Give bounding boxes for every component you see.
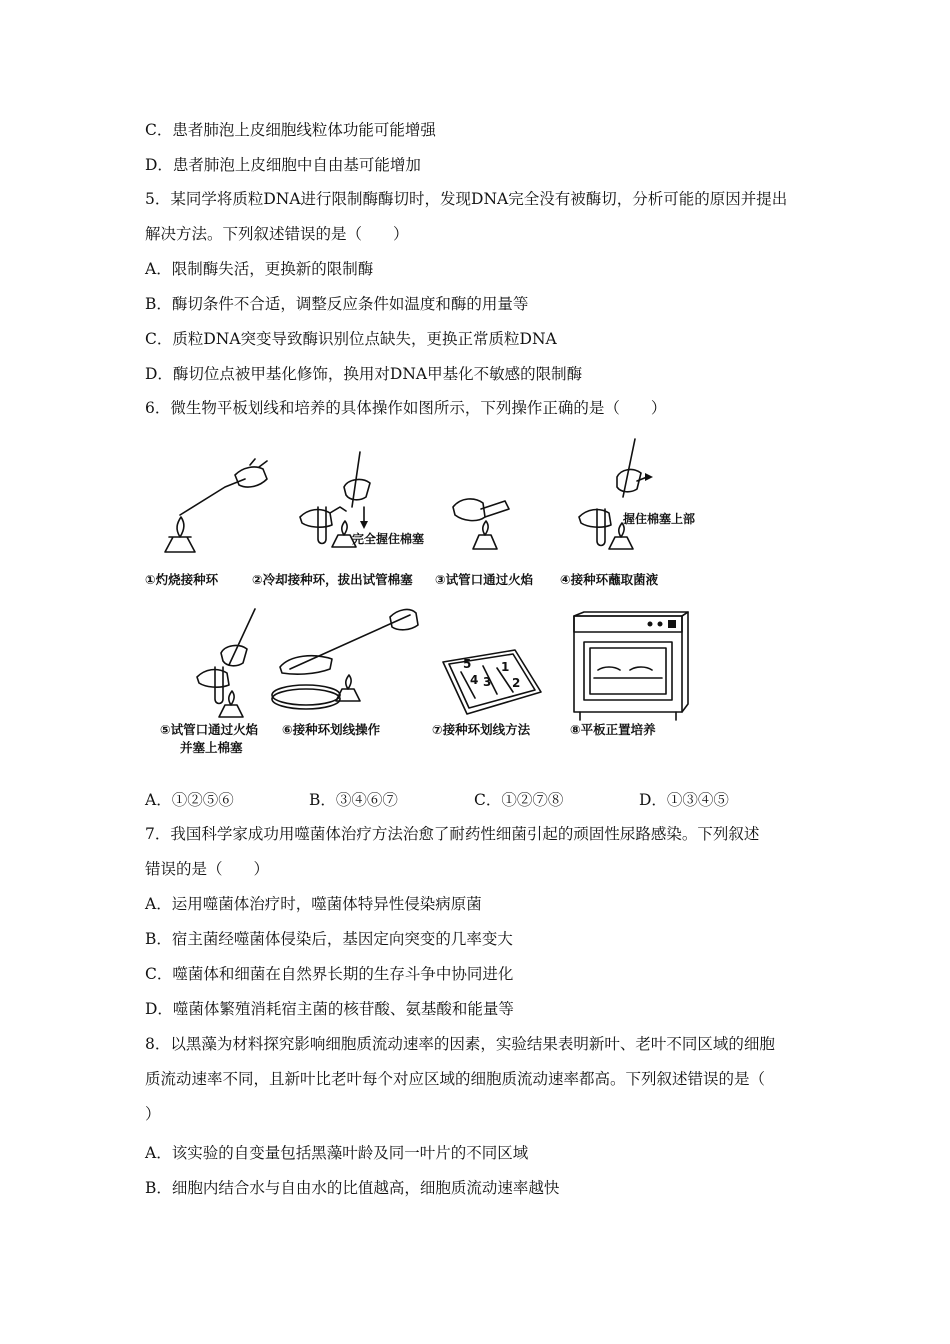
streaking-operation-illustration — [270, 607, 420, 722]
dish-number-3: 3 — [483, 675, 492, 689]
q7-option-c: C．噬菌体和细菌在自然界长期的生存斗争中协同进化 — [145, 965, 514, 983]
flaming-tube-mouth-illustration — [445, 487, 525, 557]
caption-step-4: ④接种环蘸取菌液 — [560, 572, 659, 587]
dipping-loop-illustration — [575, 437, 655, 552]
q6-option-a: A．①②⑤⑥ — [145, 791, 234, 809]
dish-number-2: 2 — [512, 676, 521, 690]
q4-option-c: C．患者肺泡上皮细胞线粒体功能可能增强 — [145, 121, 436, 139]
q5-stem-line2: 解决方法。下列叙述错误的是（ ） — [145, 225, 409, 243]
caption-step-8: ⑧平板正置培养 — [570, 722, 656, 737]
flaming-loop-illustration — [155, 457, 275, 552]
hold-plug-fully-label: 完全握住棉塞 — [352, 532, 425, 546]
caption-step-7: ⑦接种环划线方法 — [432, 722, 531, 737]
q8-stem-line2: 质流动速率不同，且新叶比老叶每个对应区域的细胞质流动速率都高。下列叙述错误的是（ — [145, 1070, 766, 1088]
q7-stem-line2: 错误的是（ ） — [145, 860, 270, 878]
q6-stem: 6．微生物平板划线和培养的具体操作如图所示，下列操作正确的是（ ） — [145, 399, 667, 417]
caption-step-5a: ⑤试管口通过火焰 — [160, 722, 259, 737]
q5-stem-line1: 5．某同学将质粒DNA进行限制酶酶切时，发现DNA完全没有被酶切，分析可能的原因并提出 — [145, 190, 788, 208]
q7-option-a: A．运用噬菌体治疗时，噬菌体特异性侵染病原菌 — [145, 895, 482, 913]
caption-step-1: ①灼烧接种环 — [145, 572, 219, 587]
q6-figure — [145, 432, 705, 772]
q8-stem-line1: 8．以黑藻为材料探究影响细胞质流动速率的因素，实验结果表明新叶、老叶不同区域的细胞 — [145, 1035, 775, 1053]
caption-step-2: ②冷却接种环，拔出试管棉塞 — [252, 572, 413, 587]
q8-stem-line3: ） — [145, 1105, 161, 1123]
incubator-illustration — [570, 612, 690, 724]
q5-option-d: D．酶切位点被甲基化修饰，换用对DNA甲基化不敏感的限制酶 — [145, 365, 583, 383]
dish-number-1: 1 — [501, 660, 510, 674]
q8-option-b: B．细胞内结合水与自由水的比值越高，细胞质流动速率越快 — [145, 1179, 560, 1197]
q5-option-b: B．酶切条件不合适，调整反应条件如温度和酶的用量等 — [145, 295, 529, 313]
dish-number-4: 4 — [470, 673, 479, 687]
caption-step-5b: 并塞上棉塞 — [180, 740, 243, 755]
q8-option-a: A．该实验的自变量包括黑藻叶龄及同一叶片的不同区域 — [145, 1144, 529, 1162]
q6-option-d: D．①③④⑤ — [639, 791, 729, 809]
q6-option-c: C．①②⑦⑧ — [474, 791, 564, 809]
caption-step-6: ⑥接种环划线操作 — [282, 722, 381, 737]
q5-option-a: A．限制酶失活，更换新的限制酶 — [145, 260, 374, 278]
q6-option-b: B．③④⑥⑦ — [309, 791, 398, 809]
q4-option-d: D．患者肺泡上皮细胞中自由基可能增加 — [145, 156, 421, 174]
dish-number-5: 5 — [463, 657, 472, 671]
caption-step-3: ③试管口通过火焰 — [435, 572, 534, 587]
q7-option-d: D．噬菌体繁殖消耗宿主菌的核苷酸、氨基酸和能量等 — [145, 1000, 514, 1018]
plugging-tube-illustration — [185, 607, 275, 722]
q7-stem-line1: 7．我国科学家成功用噬菌体治疗方法治愈了耐药性细菌引起的顽固性尿路感染。下列叙述 — [145, 825, 760, 843]
q7-option-b: B．宿主菌经噬菌体侵染后，基因定向突变的几率变大 — [145, 930, 513, 948]
hold-plug-top-label: 握住棉塞上部 — [623, 512, 696, 526]
q5-option-c: C．质粒DNA突变导致酶识别位点缺失，更换正常质粒DNA — [145, 330, 557, 348]
